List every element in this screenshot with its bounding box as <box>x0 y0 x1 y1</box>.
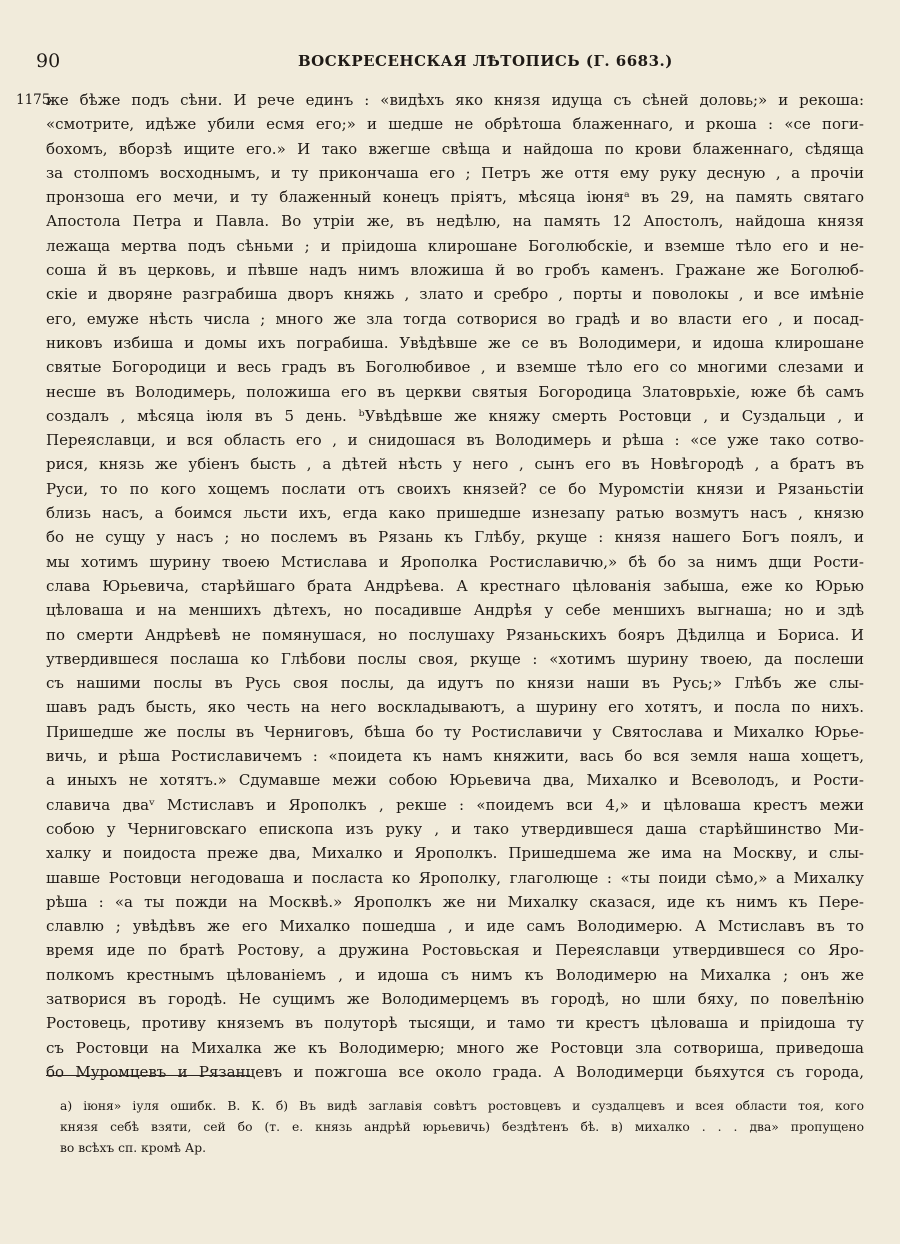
text-line: скіе и дворяне разграбиша дворъ княжь , злато и сребро , порты и поволокы , и все имѣніе <box>46 285 864 304</box>
margin-year: 1175 <box>16 92 51 108</box>
text-line: время иде по братѣ Ростову, а дружина Ростовьская и Переяславци утвердившеся со Яро- <box>46 941 864 960</box>
footnote-line: во всѣхъ сп. кромѣ Ар. <box>60 1141 206 1155</box>
text-line: халку и поидоста преже два, Михалко и Ярополкъ. Пришедшема же има на Москву, и слы- <box>46 844 864 863</box>
text-line: бо не сущу у насъ ; но послемъ въ Рязань къ Глѣбу, ркуще : князя нашего Богъ поялъ, и <box>46 528 864 547</box>
text-line: утвердившеся послаша ко Глѣбови послы своя, ркуще : «хотимъ шурину твоею, да послеши <box>46 649 864 668</box>
text-line: затворися въ городѣ. Не сущимъ же Володимерцемъ въ городѣ, но шли бяху, по повелѣнію <box>46 989 864 1008</box>
text-line: создалъ , мѣсяца іюля въ 5 день. ᵇУвѣдѣвше же княжу смерть Ростовци , и Суздальци , и <box>46 406 864 425</box>
text-line: за столпомъ восходнымъ, и ту прикончаша его ; Петръ же оття ему руку десную , а прочіи <box>46 163 864 182</box>
text-line: бо Муромцевъ и Рязанцевъ и пожгоша все около града. А Володимерци бьяхутся съ города, <box>46 1062 864 1081</box>
page-number: 90 <box>36 50 61 72</box>
text-line: Руси, то по кого хощемъ послати отъ своихъ князей? се бо Муромстіи князи и Рязаньстіи <box>46 479 864 498</box>
text-line: никовъ избиша и домы ихъ пограбиша. Увѣдѣвше же се въ Володимери, и идоша клирошане <box>46 333 864 352</box>
text-line: соша й въ церковь, и пѣвше надъ нимъ вложиша й во гробъ каменъ. Гражане же Боголюб- <box>46 261 864 280</box>
page-header <box>0 50 900 74</box>
text-line: несше въ Володимерь, положиша его въ церкви святыя Богородица Златоврьхіе, юже бѣ самъ <box>46 382 864 401</box>
text-line: полкомъ крестнымъ цѣлованіемъ , и идоша съ нимъ къ Володимерю на Михалка ; онъ же <box>46 965 864 984</box>
text-line: рѣша : «а ты пожди на Москвѣ.» Ярополкъ же ни Михалку сказася, иде къ нимъ къ Пере- <box>46 892 864 911</box>
text-line: собою у Черниговскаго епископа изъ руку , и тако утвердившеся даша старѣйшинство Ми- <box>46 819 864 838</box>
text-line: Переяславци, и вся область его , и снидошася въ Володимерь и рѣша : «се уже тако сотво- <box>46 431 864 450</box>
text-line: Ростовець, противу княземъ въ полуторѣ тысящи, и тамо ти крестъ цѣловаша и пріидоша ту <box>46 1014 864 1033</box>
text-line: вичь, и рѣша Ростиславичемъ : «поидета къ намъ княжити, вась бо вся земля наша хощетъ, <box>46 747 864 766</box>
text-line: бохомъ, вборзѣ ищите его.» И тако вжегше свѣща и найдоша по крови блаженнаго, сѣдяща <box>46 139 864 158</box>
footnote-line: князя себѣ взяти, сей бо (т. е. князь андрѣй юрьевичь) бездѣтенъ бѣ. в) михалко . . . два» пропущено <box>60 1120 864 1134</box>
text-line: шавъ радъ бысть, яко честь на него воскладываютъ, а шурину его хотятъ, и посла по нихъ. <box>46 698 864 717</box>
footnote-line: а) іюня» іуля ошибк. В. К. б) Въ видѣ заглавія совѣтъ ростовцевъ и суздалцевъ и всея области тоя, кого <box>60 1099 864 1113</box>
text-line: по смерти Андрѣевѣ не помянушася, но послушаху Рязаньскихъ бояръ Дѣдилца и Бориса. И <box>46 625 864 644</box>
text-line: «смотрите, идѣже убили есмя его;» и шедше не обрѣтоша блаженнаго, и ркоша : «се поги- <box>46 115 864 134</box>
text-line: съ нашими послы въ Русь своя послы, да идутъ по князи наши въ Русь;» Глѣбъ же слы- <box>46 674 864 693</box>
text-line: славича дваᵛ Мстиславъ и Ярополкъ , рекше : «поидемъ вси 4,» и цѣловаша крестъ межи <box>46 795 864 814</box>
running-title: ВОСКРЕСЕНСКАЯ ЛѢТОПИСЬ (Г. 6683.) <box>298 52 673 70</box>
text-line: шавше Ростовци негодоваша и посласта ко Ярополку, глаголюще : «ты поиди сѣмо,» а Михалку <box>46 868 864 887</box>
text-line: рися, князь же убіенъ бысть , а дѣтей нѣсть у него , сынъ его въ Новѣгородѣ , а братъ въ <box>46 455 864 474</box>
text-line: близь насъ, а боимся льсти ихъ, егда како пришедше изнезапу ратью возмутъ насъ , князю <box>46 504 864 523</box>
text-line: его, емуже нѣсть числа ; много же зла тогда сотворися во градѣ и во власти его , и посад- <box>46 309 864 328</box>
footnotes <box>60 1096 864 1159</box>
main-text <box>46 88 864 1084</box>
text-line: же бѣже подъ сѣни. И рече единъ : «видѣхъ яко князя идуща съ сѣней доловь;» и рекоша: <box>46 91 864 109</box>
text-line: мы хотимъ шурину твоею Мстислава и Ярополка Ростиславичю,» бѣ бо за нимъ дщи Рости- <box>46 552 864 571</box>
text-line: съ Ростовци на Михалка же къ Володимерю; много же Ростовци зла сотвориша, приведоша <box>46 1038 864 1057</box>
footnote-divider <box>46 1075 250 1076</box>
text-line: пронзоша его мечи, и ту блаженный конецъ пріятъ, мѣсяца іюняᵃ въ 29, на память святаго <box>46 188 864 207</box>
text-line: святые Богородици и весь градъ въ Боголюбивое , и вземше тѣло его со многими слезами и <box>46 358 864 377</box>
text-line: Апостола Петра и Павла. Во утріи же, въ недѣлю, на память 12 Апостолъ, найдоша князя <box>46 212 864 231</box>
text-line: лежаща мертва подъ сѣньми ; и пріидоша клирошане Боголюбскіе, и вземше тѣло его и не- <box>46 236 864 255</box>
text-line: цѣловаша и на меншихъ дѣтехъ, но посадивше Андрѣя у себе меншихъ выгнаша; но и здѣ <box>46 601 864 620</box>
text-line: а иныхъ не хотятъ.» Сдумавше межи собою Юрьевича два, Михалко и Всеволодъ, и Рости- <box>46 771 864 790</box>
text-line: Пришедше же послы въ Черниговъ, бѣша бо ту Ростиславичи у Святослава и Михалко Юрье- <box>46 722 864 741</box>
text-line: слава Юрьевича, старѣйшаго брата Андрѣева. А крестнаго цѣлованія забыша, еже ко Юрью <box>46 576 864 595</box>
text-line: славлю ; увѣдѣвъ же его Михалко пошедша , и иде самъ Володимерю. А Мстиславъ въ то <box>46 917 864 936</box>
